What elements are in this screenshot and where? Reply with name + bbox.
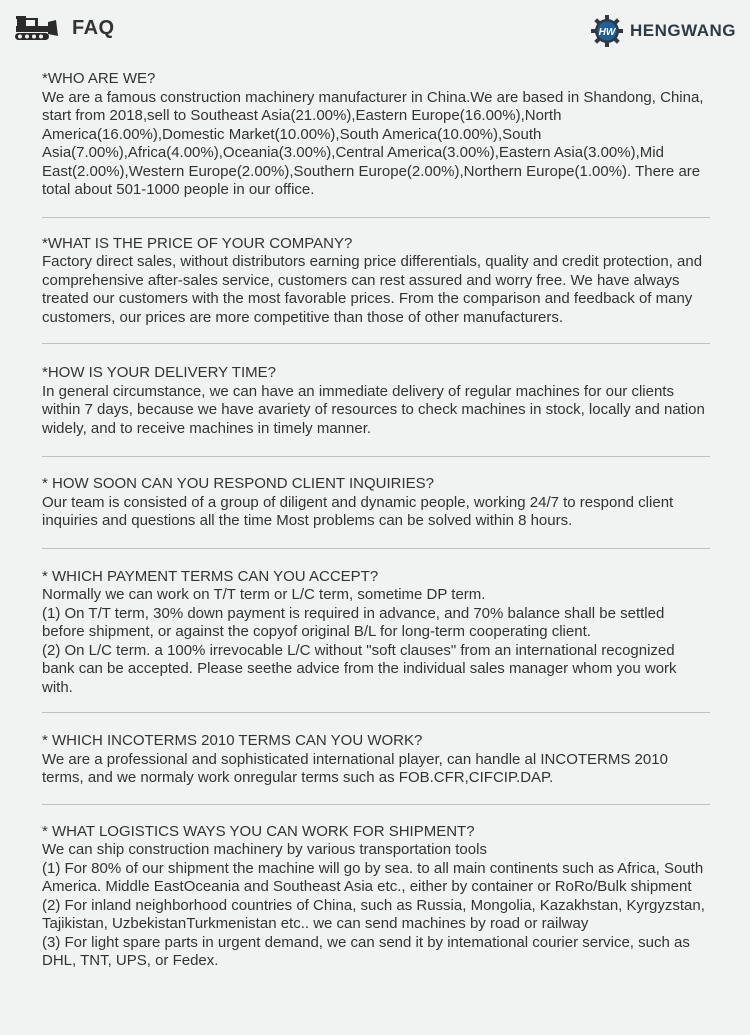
faq-answer <box>42 494 710 531</box>
faq-answer-paragraph: Our team is consisted of a group of diligent and dynamic people, working 24/7 to respond client inquiries and questions all the time Most problems can be solved within 8 hours. <box>42 493 674 529</box>
faq-answer <box>42 253 710 327</box>
faq-question: * WHICH INCOTERMS 2010 TERMS CAN YOU WORK? <box>42 732 423 749</box>
faq-answer-paragraph: (1) For 80% of our shipment the machine will go by sea. to all main continents such as Africa, South America. Middle EastOceania and Southeast Asia etc., either by container or RoRo/Bulk shipment <box>42 859 704 895</box>
faq-answer-paragraph: Normally we can work on T/T term or L/C term, sometime DP term. <box>42 586 486 603</box>
faq-answer-paragraph: (1) On T/T term, 30% down payment is required in advance, and 70% balance shall be settled before shipment, or against the copyof original B/L for long-term cooperating client. <box>42 604 665 640</box>
faq-answer <box>42 89 710 200</box>
faq-question: * HOW SOON CAN YOU RESPOND CLIENT INQUIRIES? <box>42 475 435 492</box>
faq-answer-paragraph: (2) On L/C term. a 100% irrevocable L/C without "soft clauses" from an international recognized bank can be accepted. Please seethe advice from the individual sales manager whom you work with. <box>42 641 677 696</box>
faq-item-payment-terms <box>42 568 710 714</box>
faq-answer-paragraph: We are a professional and sophisticated international player, can handle al INCOTERMS 2010 terms, and we normaly work onregular terms such as FOB.CFR,CIFCIP.DAP. <box>42 750 668 786</box>
faq-item-delivery-time <box>42 364 710 457</box>
faq-answer <box>42 751 710 788</box>
faq-answer-paragraph: We can ship construction machinery by various transportation tools <box>42 841 487 858</box>
faq-question: *WHAT IS THE PRICE OF YOUR COMPANY? <box>42 234 353 252</box>
faq-answer-paragraph: We are a famous construction machinery manufacturer in China.We are based in Shandong, China, start from 2018,sell to Southeast Asia(21.00%),Eastern Europe(16.00%),North America(16.00%),Domestic Market(10.00%),South America(10.00%),South Asia(7.00%),Africa(4.00%),Oceania(3.00%),Central America(3.00%),Eastern Asia(3.00%),Mid East(2.00%),Western Europe(2.00%),Southern Europe(2.00%),Northern Europe(1.00%). There are total about 501-1000 people in our office. <box>42 88 704 198</box>
faq-answer-paragraph: Factory direct sales, without distributors earning price differentials, quality and credit protection, and comprehensive after-sales service, customers can rest assured and worry free. We have always treated our customers with the most favorable prices. From the comparison and feedback of many customers, our prices are more competitive than those of other manufacturers. <box>42 253 703 326</box>
faq-answer-paragraph: (3) For light spare parts in urgent demand, we can send it by intemational courier service, such as DHL, TNT, UPS, or Fedex. <box>42 933 690 969</box>
faq-list <box>42 70 710 971</box>
faq-question: *WHO ARE WE? <box>42 70 156 87</box>
faq-answer <box>42 586 710 697</box>
faq-item-who-are-we <box>42 70 710 218</box>
page-title: FAQ <box>72 16 115 39</box>
header <box>0 0 750 62</box>
bulldozer-icon <box>14 14 60 42</box>
faq-item-price <box>42 235 710 345</box>
faq-item-respond-inquiries <box>42 475 710 549</box>
faq-answer <box>42 841 710 971</box>
faq-question: *HOW IS YOUR DELIVERY TIME? <box>42 364 276 381</box>
faq-question: * WHICH PAYMENT TERMS CAN YOU ACCEPT? <box>42 567 379 585</box>
brand-name: HENGWANG <box>630 21 736 40</box>
faq-item-logistics <box>42 823 710 971</box>
faq-answer <box>42 383 710 439</box>
faq-heading <box>14 14 115 42</box>
faq-question: * WHAT LOGISTICS WAYS YOU CAN WORK FOR SHIPMENT? <box>42 822 475 840</box>
faq-answer-paragraph: (2) For inland neighborhood countries of China, such as Russia, Mongolia, Kazakhstan, Kyrgyzstan, Tajikistan, UzbekistanTurkmenistan etc.. we can send machines by road or railway <box>42 896 705 932</box>
faq-item-incoterms <box>42 732 710 805</box>
logo-badge-text: HW <box>598 27 616 38</box>
faq-answer-paragraph: In general circumstance, we can have an immediate delivery of regular machines for our clients within 7 days, because we have avariety of resources to check machines in stock, locally and nation widely, and to receive machines in timely manner. <box>42 382 705 437</box>
brand-logo <box>590 14 736 48</box>
gear-logo-icon <box>590 14 624 48</box>
